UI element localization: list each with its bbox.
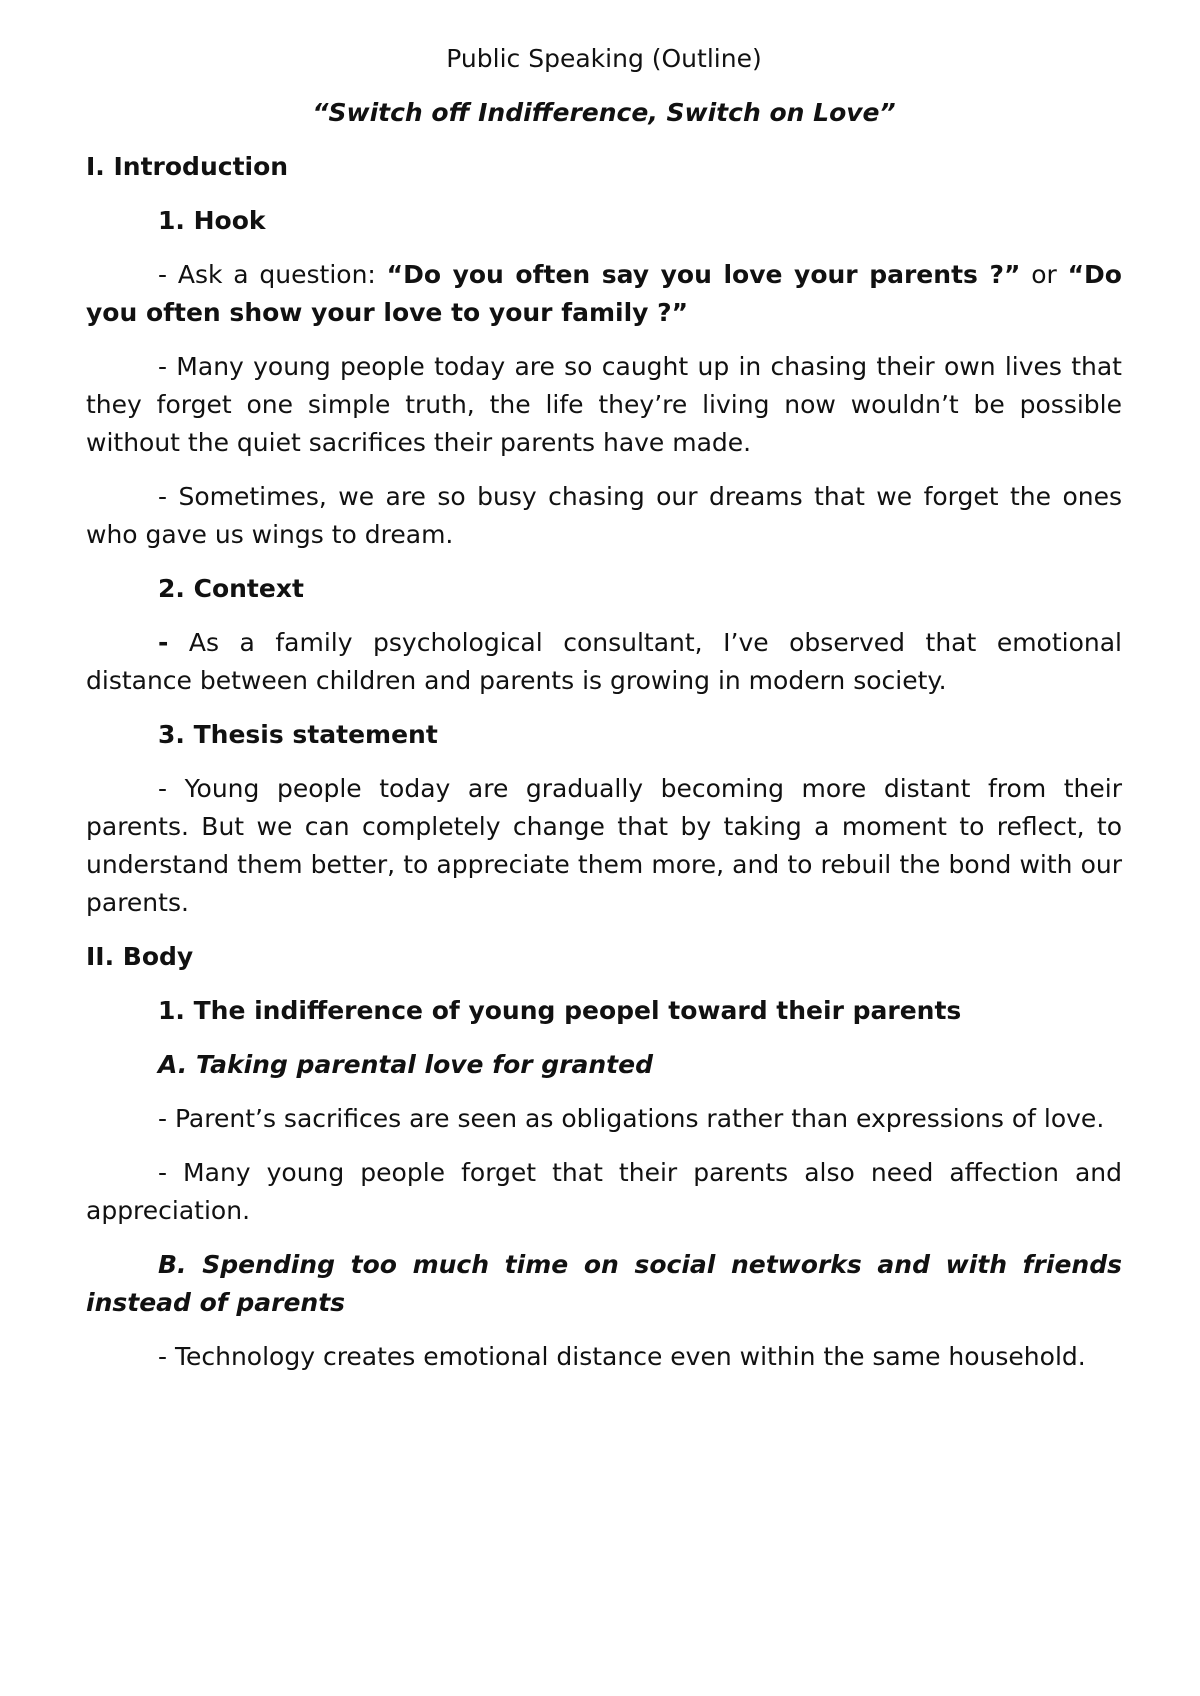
heading-hook: 1. Hook <box>158 206 266 235</box>
paragraph-hook-question <box>86 256 1122 332</box>
hook-question-1: “Do you often say you love your parents ?” <box>386 260 1021 289</box>
heading-indifference: 1. The indifference of young peopel toward their parents <box>158 996 962 1025</box>
document-subtitle: “Switch off Indifference, Switch on Love” <box>312 98 896 127</box>
heading-thesis: 3. Thesis statement <box>158 720 438 749</box>
document-page <box>86 0 1122 1376</box>
heading-section-b: B. Spending too much time on social networks and with friends instead of parents <box>86 1250 1122 1317</box>
paragraph-a-2: - Many young people forget that their parents also need affection and appreciation. <box>86 1158 1122 1225</box>
document-title: Public Speaking (Outline) <box>446 44 762 73</box>
heading-section-a: A. Taking parental love for granted <box>158 1050 653 1079</box>
paragraph-a-1: - Parent’s sacrifices are seen as obligations rather than expressions of love. <box>158 1104 1105 1133</box>
paragraph-thesis: - Young people today are gradually becoming more distant from their parents. But we can completely change that by taking a moment to reflect, to understand them better, to appreciate them more, and to rebuil the bond with our parents. <box>86 774 1122 917</box>
heading-introduction: I. Introduction <box>86 152 289 181</box>
context-text: As a family psychological consultant, I’ve observed that emotional distance between children and parents is growing in modern society. <box>86 628 1122 695</box>
paragraph-hook-1: - Many young people today are so caught up in chasing their own lives that they forget one simple truth, the life they’re living now wouldn’t be possible without the quiet sacrifices their parents have made. <box>86 352 1122 457</box>
context-dash: - <box>158 628 169 657</box>
heading-context: 2. Context <box>158 574 304 603</box>
paragraph-b-1: - Technology creates emotional distance even within the same household. <box>158 1342 1086 1371</box>
paragraph-context <box>86 624 1122 700</box>
hook-question-2: “Do you often show your love to your family ?” <box>86 260 1122 327</box>
hook-question-prefix: - Ask a question: <box>158 260 387 289</box>
paragraph-hook-2: - Sometimes, we are so busy chasing our dreams that we forget the ones who gave us wings to dream. <box>86 482 1122 549</box>
heading-body: II. Body <box>86 942 194 971</box>
hook-question-or: or <box>1020 260 1068 289</box>
